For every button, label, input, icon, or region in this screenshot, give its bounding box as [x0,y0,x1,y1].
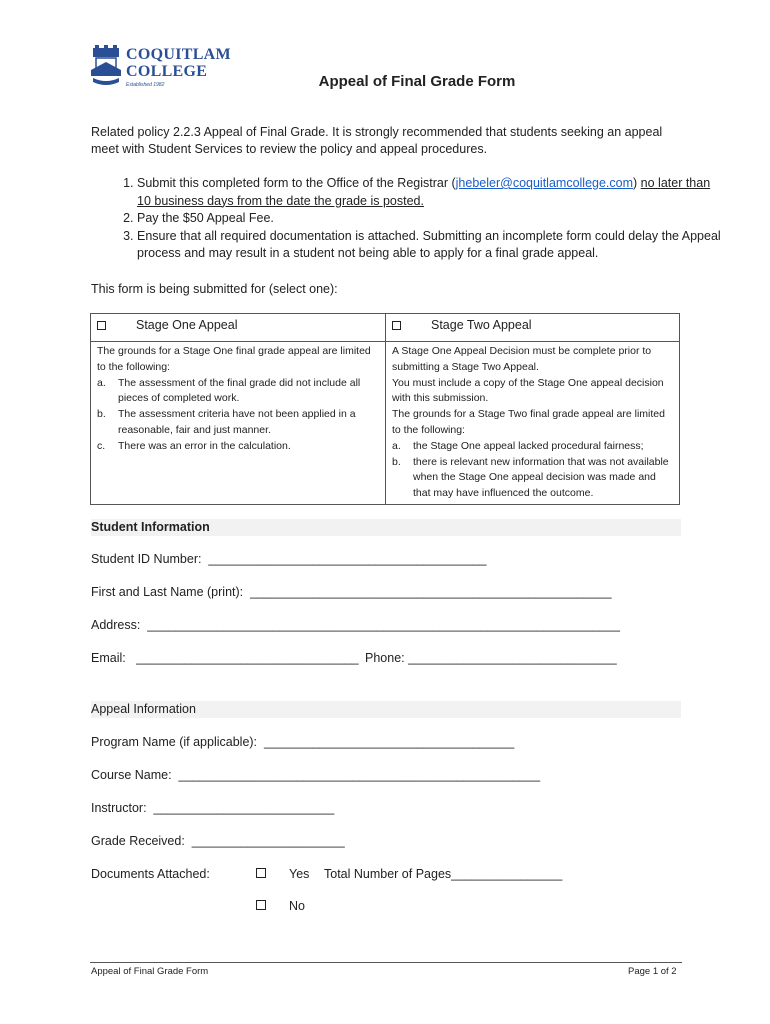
step-2: 2. Pay the $50 Appeal Fee. [137,210,727,228]
list-marker: c. [97,439,106,452]
list-item [97,439,379,455]
program-name-field[interactable]: Program Name (if applicable): ____________________________________ [91,735,515,749]
stage-one-header-cell[interactable] [91,314,386,342]
stage-one-header: Stage One Appeal [136,318,238,332]
step-3: 3. Ensure that all required documentation is attached. Submitting an incomplete form could delay the Appeal process and may result in a student not being able to apply for a final grade appeal. [137,228,727,263]
list-text: there is relevant new information that was not available when the Stage One appeal decision was made and that may have influenced the outcome. [413,455,669,500]
appeal-info-heading: Appeal Information [91,701,681,718]
appeal-stage-table [90,313,680,505]
phone-field[interactable]: Phone: ______________________________ [365,651,617,665]
step-1-deadline: no later than 10 business days from the date the grade is posted. [137,176,711,208]
list-marker: a. [392,439,401,452]
list-text: The assessment criteria have not been applied in a reasonable, fair and just manner. [118,408,356,436]
footer-divider [90,962,682,963]
instructor-field[interactable]: Instructor: __________________________ [91,801,335,815]
page-title: Appeal of Final Grade Form [318,73,516,90]
select-prompt: This form is being submitted for (select one): [91,282,338,296]
stage-one-checkbox[interactable] [97,321,106,330]
list-marker: b. [392,455,401,468]
list-item [392,455,673,502]
total-pages-field[interactable]: Total Number of Pages________________ [324,867,563,881]
documents-yes-label: Yes [289,867,310,881]
documents-no-label: No [289,899,305,913]
course-name-field[interactable]: Course Name: ____________________________________________________ [91,768,541,782]
stage-two-header: Stage Two Appeal [431,318,532,332]
stage-two-header-cell[interactable] [386,314,680,342]
list-item [97,407,379,439]
documents-no-checkbox[interactable] [256,900,266,910]
step-1-text: Submit this completed form to the Office of the Registrar ( [137,176,456,190]
list-text: There was an error in the calculation. [118,439,291,452]
list-item [392,439,673,455]
step-1 [137,175,727,210]
email-field[interactable]: Email: ________________________________ [91,651,359,665]
list-text: the Stage One appeal lacked procedural fairness; [413,439,644,452]
name-field[interactable]: First and Last Name (print): ____________________________________________________ [91,585,612,599]
list-marker: b. [97,408,106,421]
stage-one-details [91,342,386,505]
registrar-email-link[interactable]: jhebeler@coquitlamcollege.com [455,176,634,190]
step-1-mid: ) [633,176,641,190]
stage-two-intro-2: You must include a copy of the Stage One appeal decision with this submission. [392,376,664,405]
stage-one-intro: The grounds for a Stage One final grade appeal are limited to the following: [97,345,371,373]
logo-line-2: COLLEGE [126,63,208,80]
stage-two-checkbox[interactable] [392,321,401,330]
grade-received-field[interactable]: Grade Received: ______________________ [91,834,345,848]
student-info-heading: Student Information [91,519,681,536]
list-marker: a. [97,376,106,389]
address-field[interactable]: Address: ____________________________________________________________________ [91,618,621,632]
submission-steps [91,175,727,263]
stage-two-intro-3: The grounds for a Stage Two final grade appeal are limited to the following: [392,408,665,436]
page-number: Page 1 of 2 [628,966,677,977]
stage-two-details [386,342,680,505]
intro-paragraph: Related policy 2.2.3 Appeal of Final Grade. It is strongly recommended that students seeking an appeal meet with Student Services to review the policy and appeal procedures. [91,125,663,156]
footer-title: Appeal of Final Grade Form [91,966,209,977]
list-text: The assessment of the final grade did not include all pieces of completed work. [118,376,361,405]
stage-two-grounds [392,439,673,502]
documents-yes-checkbox[interactable] [256,868,266,878]
stage-two-intro-1: A Stage One Appeal Decision must be complete prior to submitting a Stage Two Appeal. [392,345,652,373]
stage-one-grounds [97,376,379,455]
list-item [97,376,379,408]
logo-tagline: Established 1982 [126,82,165,88]
logo-line-1: COQUITLAM [126,46,231,63]
student-id-field[interactable]: Student ID Number: ________________________________________ [91,552,487,566]
documents-attached-label: Documents Attached: [91,867,210,881]
